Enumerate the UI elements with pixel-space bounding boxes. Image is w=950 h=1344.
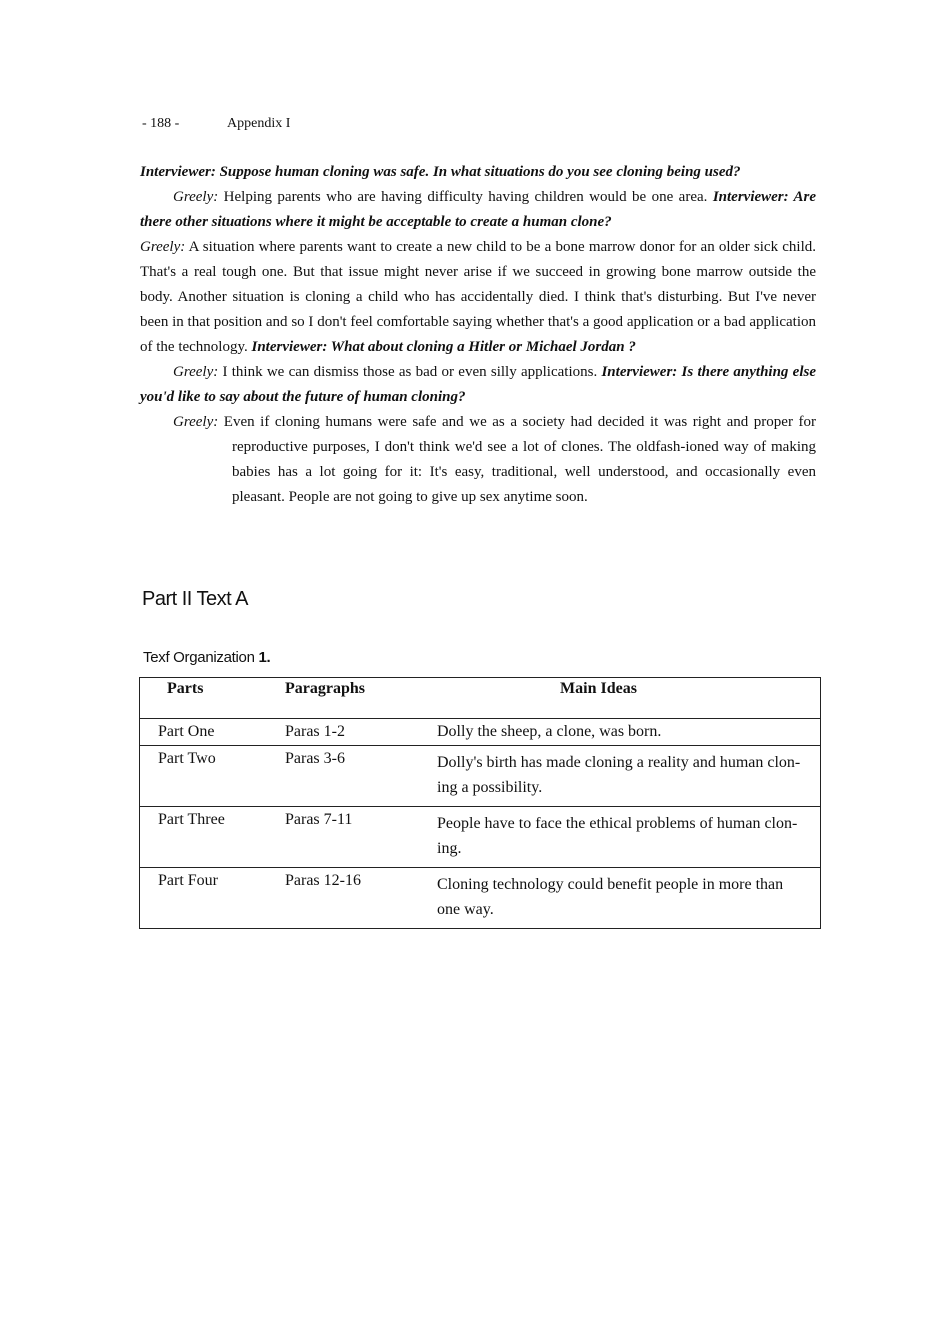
caption-label: Texf Organization [143, 649, 259, 666]
table-row [140, 807, 821, 868]
answer-text: I think we can dismiss those as bad or even silly applications. [218, 364, 602, 380]
table-row [140, 719, 821, 746]
cell-main-idea: Dolly the sheep, a clone, was born. [437, 719, 821, 746]
interview-paragraph [140, 235, 816, 360]
cell-paragraphs: Paras 3-6 [285, 746, 437, 807]
answer-text: Even if cloning humans were safe and we as a society had decided it was right and proper for reproductive purposes, I don't think we'd see a lot of clones. The oldfash-ioned way of making babies has a lot going for it: It's easy, traditional, well understood, and occasionally even pleasant. People are not going to give up sex anytime soon. [218, 414, 816, 505]
text-organization-table [139, 677, 821, 929]
speaker-label: Greely: [173, 189, 219, 205]
interviewer-question: Interviewer: Are there other situations where it might be acceptable to create a human clone? [140, 189, 816, 230]
caption-number: 1. [258, 649, 271, 666]
column-header-paragraphs: Paragraphs [285, 678, 437, 719]
answer-text: A situation where parents want to create a new child to be a bone marrow donor for an older sick child. That's a real tough one. But that issue might never arise if we succeed in growing bone marrow outside the body. Another situation is cloning a child who has accidentally died. I think that's disturbing. But I've never been in that position and so I don't feel comfortable saying whether that's a good application or a bad application of the technology. [140, 239, 816, 355]
running-section-title: Appendix I [227, 116, 291, 131]
cell-main-idea: Cloning technology could benefit people in more than one way. [437, 868, 821, 929]
column-header-main-ideas: Main Ideas [437, 678, 821, 719]
interview-paragraph [140, 410, 816, 510]
page-number: - 188 - [142, 116, 180, 131]
interview-text [140, 160, 816, 510]
answer-text: Helping parents who are having difficulty having children would be one area. [218, 189, 713, 205]
cell-part: Part Four [140, 868, 286, 929]
cell-paragraphs: Paras 1-2 [285, 719, 437, 746]
speaker-label: Greely: [173, 414, 219, 430]
table-row [140, 746, 821, 807]
interviewer-question: Interviewer: Is there anything else you'd like to say about the future of human cloning? [140, 364, 816, 405]
table-caption [143, 649, 270, 666]
cell-paragraphs: Paras 7-11 [285, 807, 437, 868]
table-row [140, 868, 821, 929]
interview-paragraph [140, 160, 816, 185]
speaker-label: Greely: [173, 364, 219, 380]
cell-main-idea: People have to face the ethical problems of human clon-ing. [437, 807, 821, 868]
interviewer-question: Interviewer: Suppose human cloning was safe. In what situations do you see cloning being used? [140, 164, 741, 180]
interview-paragraph [140, 185, 816, 235]
cell-main-idea: Dolly's birth has made cloning a reality and human clon-ing a possibility. [437, 746, 821, 807]
cell-part: Part One [140, 719, 286, 746]
cell-part: Part Two [140, 746, 286, 807]
interviewer-question: Interviewer: What about cloning a Hitler or Michael Jordan ? [251, 339, 636, 355]
cell-part: Part Three [140, 807, 286, 868]
table-header-row [140, 678, 821, 719]
section-heading: Part II Text A [142, 588, 249, 610]
column-header-parts: Parts [140, 678, 286, 719]
cell-paragraphs: Paras 12-16 [285, 868, 437, 929]
speaker-label: Greely: [140, 239, 186, 255]
interview-paragraph [140, 360, 816, 410]
page-header [142, 116, 290, 132]
